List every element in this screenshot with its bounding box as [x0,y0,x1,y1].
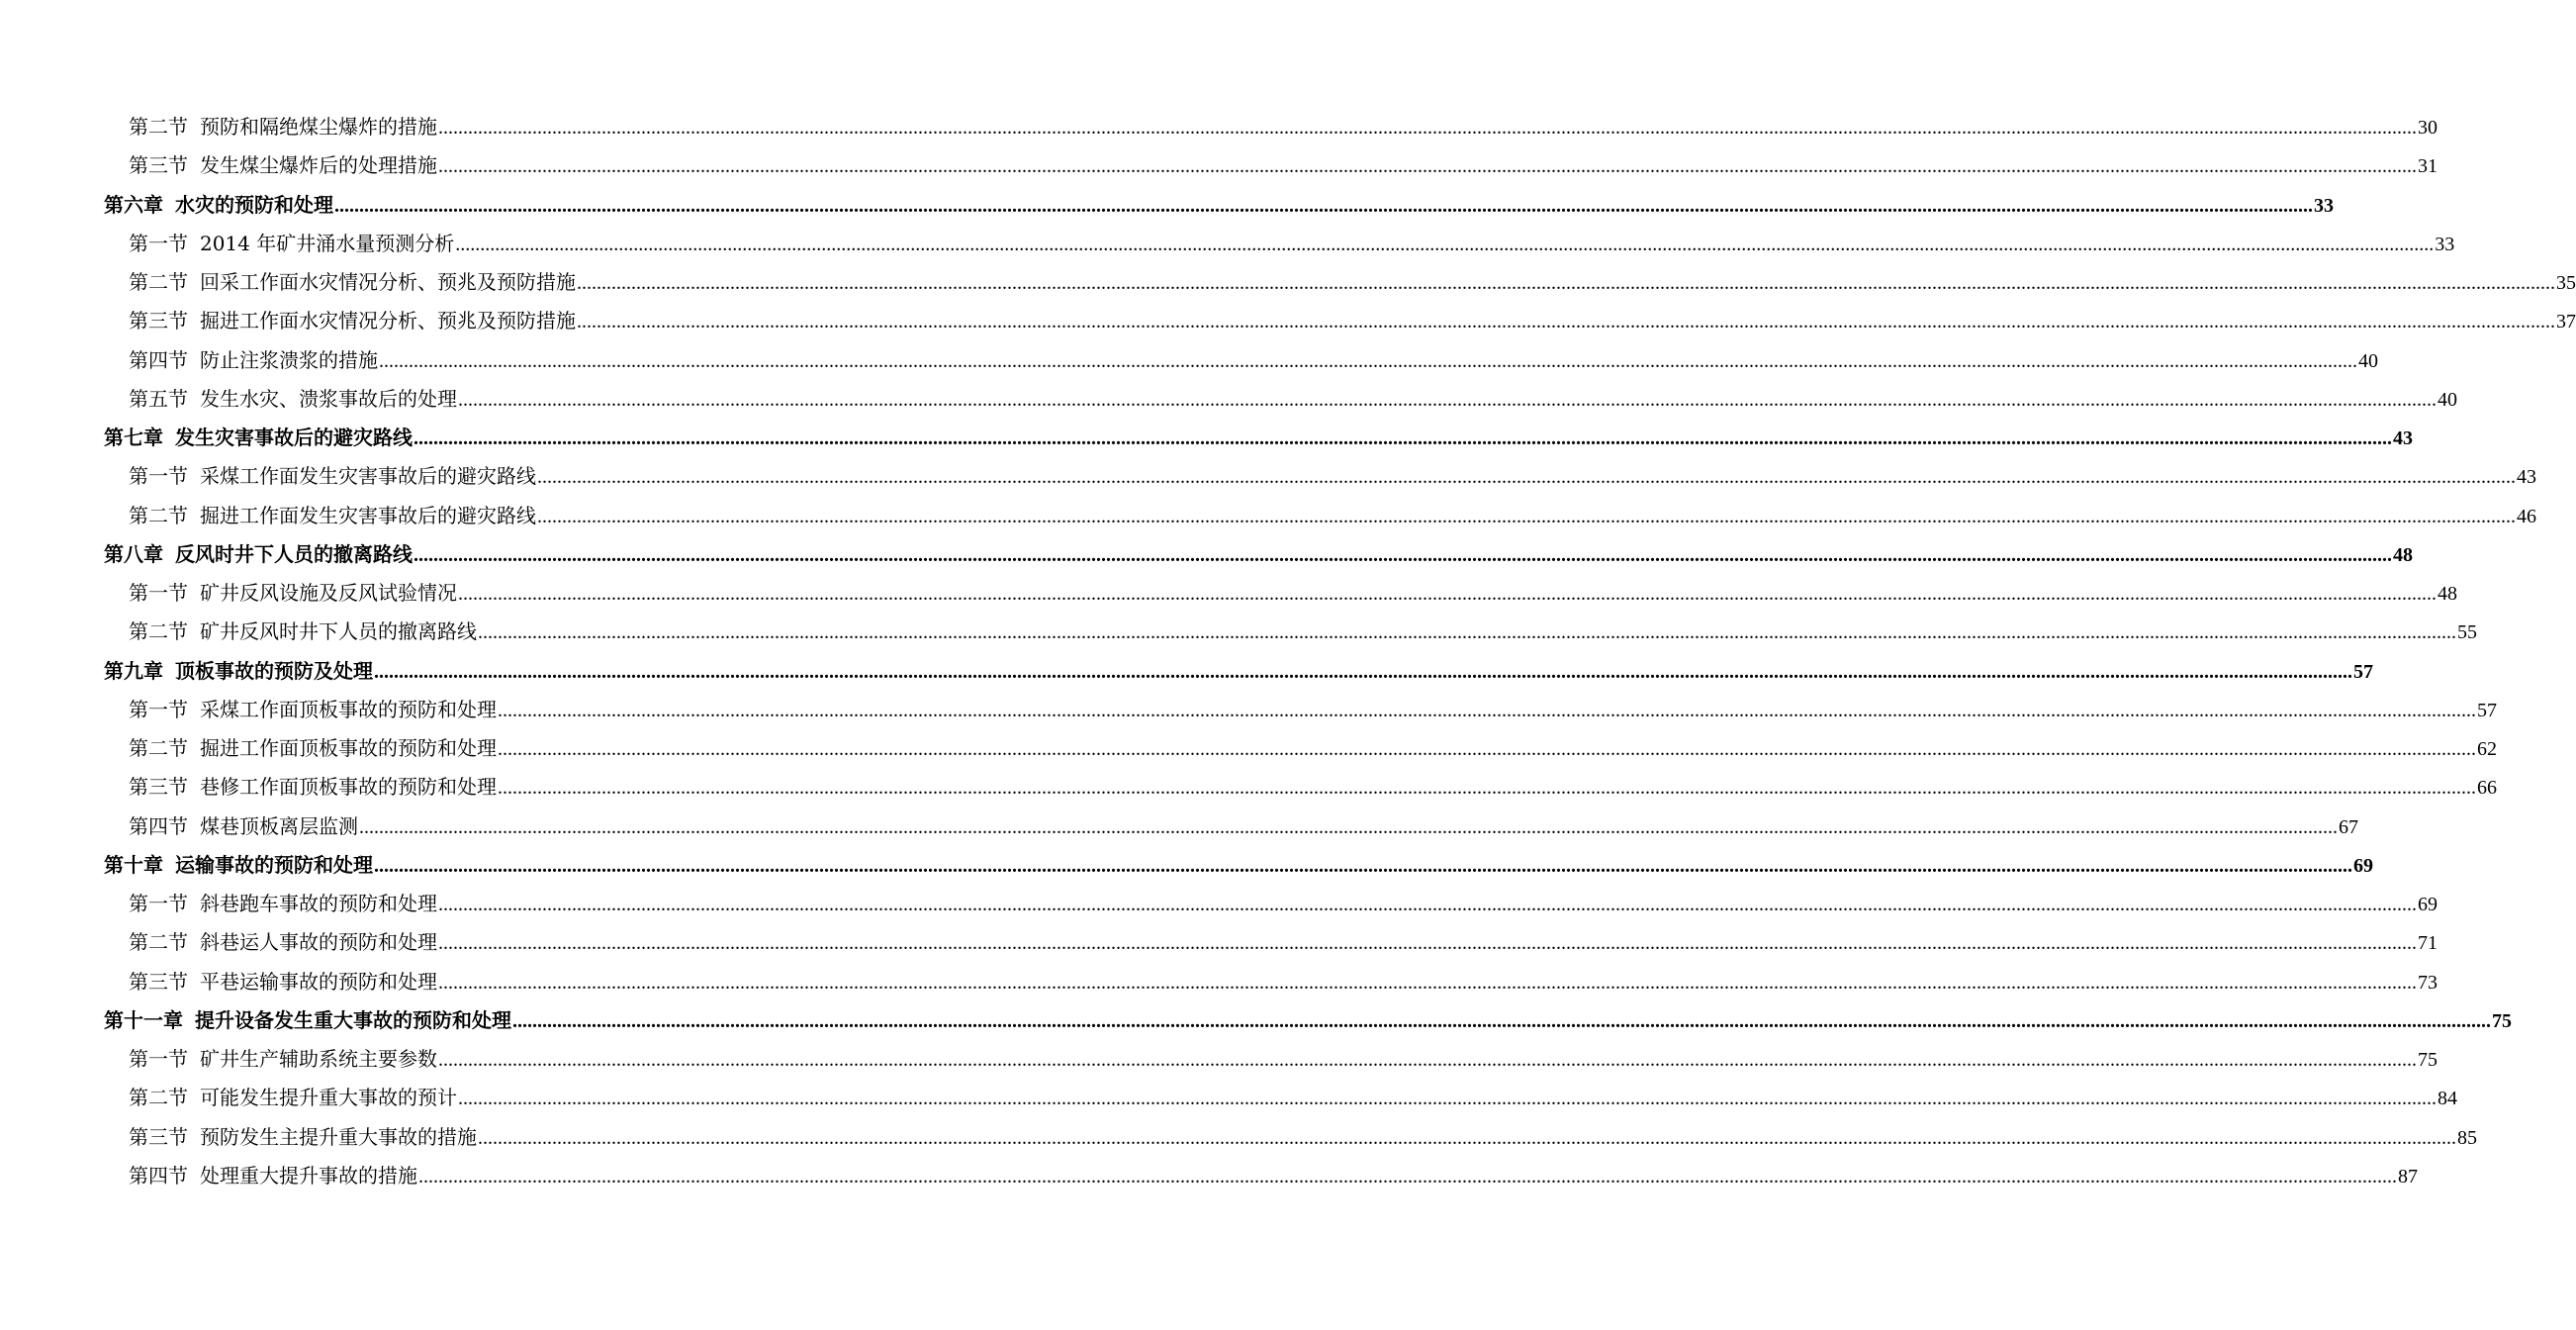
toc-entry-title: 矿井反风时井下人员的撤离路线 [200,619,477,644]
toc-chapter-entry[interactable] [104,652,2373,691]
toc-entry-page-number: 33 [2314,194,2334,217]
dot-leader: ................................................................................................................................................................................................................................................................................................................................................................................................................ [374,854,2352,877]
toc-entry-number: 第一节 [129,581,188,605]
dot-leader: ................................................................................................................................................................................................................................................................................................................................................................................................................ [438,932,2417,955]
dot-leader: ................................................................................................................................................................................................................................................................................................................................................................................................................ [414,428,2392,449]
toc-entry-title: 运输事故的预防和处理 [175,852,373,877]
toc-section-entry[interactable] [104,768,2497,807]
toc-entry-title: 采煤工作面顶板事故的预防和处理 [200,697,497,721]
dot-leader: ................................................................................................................................................................................................................................................................................................................................................................................................................ [537,505,2516,527]
toc-entry-number: 第一节 [129,892,188,915]
toc-entry-number: 第三节 [129,1124,188,1149]
toc-entry-number: 第九章 [104,658,163,683]
toc-entry-page-number: 37 [2556,311,2576,333]
toc-entry-number: 第四节 [129,813,188,838]
toc-chapter-entry[interactable] [104,846,2373,885]
dot-leader: ................................................................................................................................................................................................................................................................................................................................................................................................................ [359,815,2338,838]
toc-entry-title: 平巷运输事故的预防和处理 [200,969,437,994]
toc-entry-number: 第三节 [129,775,188,800]
toc-entry-number: 第三节 [129,153,188,178]
toc-entry-title: 可能发生提升重大事故的预计 [200,1086,457,1110]
toc-section-entry[interactable] [104,923,2438,962]
dot-leader: ................................................................................................................................................................................................................................................................................................................................................................................................................ [438,1049,2417,1071]
toc-entry-title: 顶板事故的预防及处理 [175,658,373,683]
toc-entry-title: 斜巷跑车事故的预防和处理 [200,892,437,915]
dot-leader: ................................................................................................................................................................................................................................................................................................................................................................................................................ [455,233,2435,255]
toc-entry-number: 第一节 [129,1047,188,1071]
dot-leader: ................................................................................................................................................................................................................................................................................................................................................................................................................ [418,1165,2397,1188]
dot-leader: ................................................................................................................................................................................................................................................................................................................................................................................................................ [438,117,2417,139]
toc-entry-number: 第三节 [129,969,188,994]
table-of-contents [104,108,2576,1195]
dot-leader: ................................................................................................................................................................................................................................................................................................................................................................................................................ [478,1126,2456,1149]
toc-entry-page-number: 73 [2418,971,2438,994]
toc-entry-title: 掘进工作面水灾情况分析、预兆及预防措施 [200,309,576,333]
toc-entry-page-number: 46 [2517,505,2536,527]
toc-entry-number: 第一节 [129,464,188,489]
toc-section-entry[interactable] [104,1040,2438,1079]
dot-leader: ................................................................................................................................................................................................................................................................................................................................................................................................................ [414,543,2392,566]
dot-leader: ................................................................................................................................................................................................................................................................................................................................................................................................................ [334,194,2313,217]
toc-entry-number: 第十章 [104,852,163,877]
toc-entry-number: 第四节 [129,1163,188,1188]
toc-chapter-entry[interactable] [104,186,2334,225]
toc-entry-title: 巷修工作面顶板事故的预防和处理 [200,775,497,800]
toc-entry-page-number: 48 [2393,543,2413,566]
toc-entry-page-number: 30 [2418,117,2438,139]
toc-section-entry[interactable] [104,341,2378,380]
toc-section-entry[interactable] [104,108,2438,146]
toc-entry-page-number: 71 [2418,932,2438,955]
dot-leader: ................................................................................................................................................................................................................................................................................................................................................................................................................ [438,971,2417,994]
toc-entry-page-number: 67 [2339,815,2358,838]
toc-entry-number: 第三节 [129,309,188,333]
toc-section-entry[interactable] [104,885,2438,923]
dot-leader: ................................................................................................................................................................................................................................................................................................................................................................................................................ [374,660,2352,683]
toc-section-entry[interactable] [104,497,2536,535]
toc-section-entry[interactable] [104,808,2358,846]
toc-entry-title: 矿井反风设施及反风试验情况 [200,581,457,605]
toc-entry-title: 掘进工作面顶板事故的预防和处理 [200,736,497,760]
toc-entry-page-number: 84 [2438,1088,2457,1110]
toc-section-entry[interactable] [104,729,2497,768]
dot-leader: ................................................................................................................................................................................................................................................................................................................................................................................................................ [537,466,2516,489]
toc-entry-title: 预防发生主提升重大事故的措施 [200,1124,477,1149]
dot-leader: ................................................................................................................................................................................................................................................................................................................................................................................................................ [458,583,2437,605]
toc-entry-page-number: 40 [2358,349,2378,372]
toc-section-entry[interactable] [104,1079,2457,1117]
dot-leader: ................................................................................................................................................................................................................................................................................................................................................................................................................ [438,894,2417,915]
toc-section-entry[interactable] [104,963,2438,1001]
toc-entry-title: 2014 年矿井涌水量预测分析 [200,231,455,255]
dot-leader: ................................................................................................................................................................................................................................................................................................................................................................................................................ [512,1009,2491,1032]
toc-entry-number: 第二节 [129,115,188,139]
dot-leader: ................................................................................................................................................................................................................................................................................................................................................................................................................ [438,155,2417,178]
toc-entry-number: 第二节 [129,736,188,760]
toc-entry-number: 第二节 [129,1086,188,1110]
toc-entry-page-number: 62 [2477,738,2497,760]
toc-section-entry[interactable] [104,225,2455,263]
toc-entry-number: 第十一章 [104,1007,183,1032]
toc-entry-page-number: 43 [2517,466,2536,489]
toc-entry-number: 第二节 [129,619,188,644]
toc-entry-title: 水灾的预防和处理 [175,192,333,217]
toc-section-entry[interactable] [104,613,2477,651]
toc-section-entry[interactable] [104,1118,2477,1157]
toc-entry-title: 防止注浆溃浆的措施 [200,347,378,372]
toc-entry-title: 发生煤尘爆炸后的处理措施 [200,153,437,178]
toc-entry-number: 第五节 [129,386,188,411]
dot-leader: ................................................................................................................................................................................................................................................................................................................................................................................................................ [498,777,2476,800]
toc-entry-page-number: 87 [2398,1165,2418,1188]
toc-entry-page-number: 66 [2477,777,2497,800]
toc-entry-page-number: 55 [2457,621,2477,644]
dot-leader: ................................................................................................................................................................................................................................................................................................................................................................................................................ [577,311,2555,333]
toc-entry-title: 矿井生产辅助系统主要参数 [200,1047,437,1071]
toc-chapter-entry[interactable] [104,419,2413,457]
toc-entry-page-number: 33 [2435,233,2455,255]
toc-entry-number: 第七章 [104,426,163,449]
toc-entry-number: 第二节 [129,270,188,294]
toc-entry-page-number: 69 [2353,854,2373,877]
dot-leader: ................................................................................................................................................................................................................................................................................................................................................................................................................ [577,272,2555,294]
toc-entry-page-number: 85 [2457,1126,2477,1149]
dot-leader: ................................................................................................................................................................................................................................................................................................................................................................................................................ [458,388,2437,411]
toc-entry-number: 第八章 [104,541,163,566]
toc-entry-title: 回采工作面水灾情况分析、预兆及预防措施 [200,270,576,294]
toc-entry-title: 煤巷顶板离层监测 [200,813,358,838]
dot-leader: ................................................................................................................................................................................................................................................................................................................................................................................................................ [498,738,2476,760]
toc-entry-number: 第一节 [129,697,188,721]
dot-leader: ................................................................................................................................................................................................................................................................................................................................................................................................................ [478,621,2456,644]
toc-entry-title: 处理重大提升事故的措施 [200,1163,417,1188]
toc-entry-page-number: 75 [2492,1009,2512,1032]
toc-entry-title: 掘进工作面发生灾害事故后的避灾路线 [200,503,536,527]
toc-chapter-entry[interactable] [104,1001,2512,1040]
toc-entry-page-number: 40 [2438,388,2457,411]
toc-section-entry[interactable] [104,691,2497,729]
toc-entry-page-number: 48 [2438,583,2457,605]
toc-section-entry[interactable] [104,457,2536,496]
dot-leader: ................................................................................................................................................................................................................................................................................................................................................................................................................ [458,1088,2437,1110]
dot-leader: ................................................................................................................................................................................................................................................................................................................................................................................................................ [498,699,2476,721]
toc-entry-number: 第六章 [104,192,163,217]
toc-section-entry[interactable] [104,146,2438,185]
toc-entry-page-number: 35 [2556,272,2576,294]
toc-entry-title: 发生灾害事故后的避灾路线 [175,426,413,449]
toc-entry-number: 第二节 [129,930,188,955]
toc-entry-page-number: 57 [2477,699,2497,721]
toc-entry-page-number: 75 [2418,1049,2438,1071]
toc-chapter-entry[interactable] [104,535,2413,574]
toc-entry-title: 斜巷运人事故的预防和处理 [200,930,437,955]
toc-entry-title: 提升设备发生重大事故的预防和处理 [195,1007,511,1032]
toc-section-entry[interactable] [104,263,2576,302]
dot-leader: ................................................................................................................................................................................................................................................................................................................................................................................................................ [379,349,2357,372]
toc-section-entry[interactable] [104,380,2457,419]
toc-section-entry[interactable] [104,302,2576,340]
toc-entry-page-number: 69 [2418,894,2438,915]
toc-entry-title: 采煤工作面发生灾害事故后的避灾路线 [200,464,536,489]
toc-section-entry[interactable] [104,1157,2418,1195]
toc-entry-number: 第一节 [129,231,188,255]
toc-entry-page-number: 43 [2393,428,2413,449]
toc-entry-title: 反风时井下人员的撤离路线 [175,541,413,566]
toc-entry-page-number: 31 [2418,155,2438,178]
toc-section-entry[interactable] [104,574,2457,613]
toc-entry-title: 发生水灾、溃浆事故后的处理 [200,386,457,411]
toc-entry-number: 第二节 [129,503,188,527]
toc-entry-number: 第四节 [129,347,188,372]
toc-entry-title: 预防和隔绝煤尘爆炸的措施 [200,115,437,139]
toc-entry-page-number: 57 [2353,660,2373,683]
